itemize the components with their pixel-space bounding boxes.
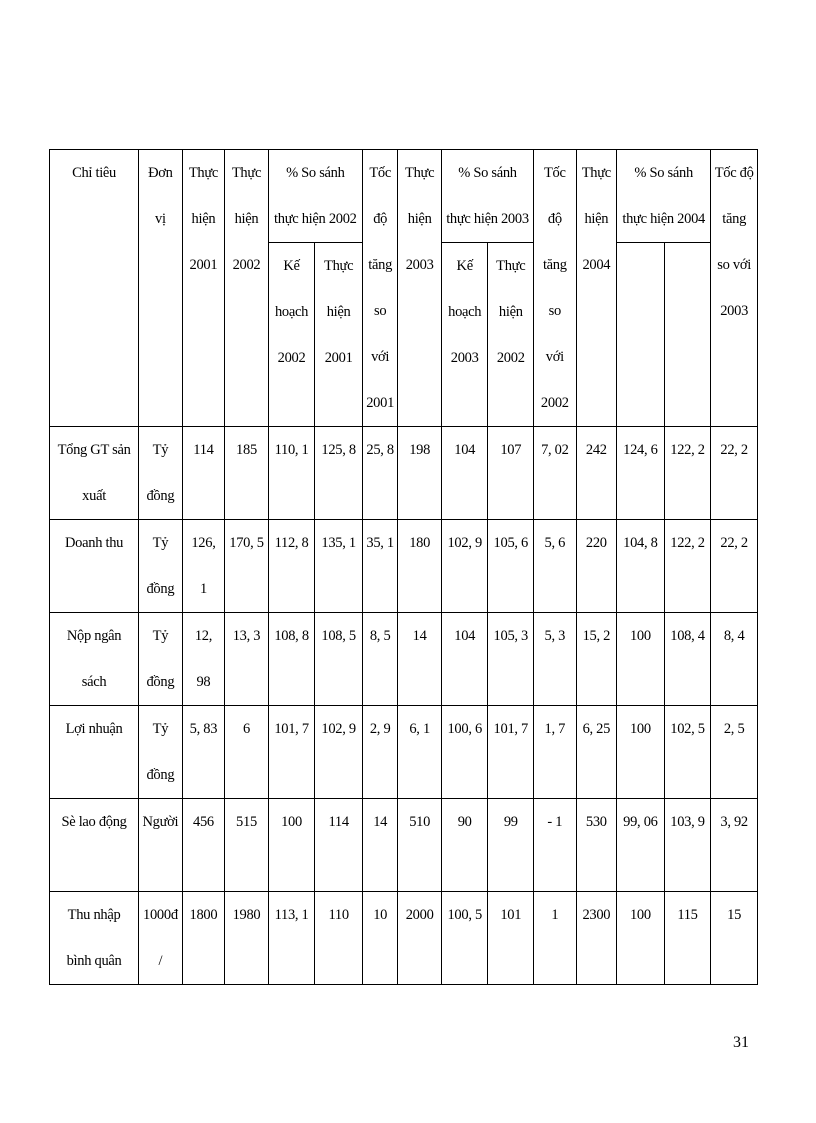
value-cell — [315, 892, 363, 985]
value-cell — [534, 427, 577, 520]
table-row — [50, 706, 758, 799]
header-so-sanh-2004 — [617, 150, 711, 243]
value-cell — [534, 799, 577, 892]
value-cell — [576, 427, 617, 520]
value-cell — [225, 427, 269, 520]
value-cell — [268, 706, 315, 799]
value-cell — [398, 427, 442, 520]
value-cell — [576, 892, 617, 985]
value-cell — [398, 799, 442, 892]
header-text: thực hiện 2003 — [446, 211, 529, 227]
header-text: % So sánh — [286, 165, 345, 181]
header-text: tăng — [368, 257, 393, 273]
table-row — [50, 520, 758, 613]
cell-text: 102, 9 — [447, 535, 482, 551]
value-cell — [664, 427, 711, 520]
header-text: thực hiện 2004 — [622, 211, 705, 227]
cell-text: 5, 3 — [544, 628, 566, 644]
cell-text: 1 — [551, 907, 559, 923]
value-cell — [664, 613, 711, 706]
value-cell — [182, 892, 225, 985]
cell-text: 108, 8 — [274, 628, 309, 644]
value-cell — [664, 706, 711, 799]
row-label — [50, 706, 139, 799]
value-cell — [664, 892, 711, 985]
table-row — [50, 613, 758, 706]
cell-text: 100, 6 — [447, 721, 482, 737]
row-unit — [139, 427, 183, 520]
cell-text: đồng — [146, 488, 175, 504]
cell-text: Thu nhập — [67, 907, 121, 923]
value-cell — [488, 799, 534, 892]
header-text: Kế — [283, 258, 300, 274]
value-cell — [362, 892, 397, 985]
header-thuc-hien-2002-sub — [488, 243, 534, 427]
cell-text: 122, 2 — [670, 535, 705, 551]
cell-text: 14 — [412, 628, 427, 644]
header-text: 2002 — [496, 350, 525, 366]
cell-text: 15, 2 — [582, 628, 611, 644]
value-cell — [362, 427, 397, 520]
header-text: 2003 — [450, 350, 479, 366]
value-cell — [225, 520, 269, 613]
value-cell — [576, 520, 617, 613]
cell-text: 125, 8 — [321, 442, 356, 458]
header-thuc-hien-2002 — [225, 150, 269, 427]
header-text: Tốc độ — [714, 165, 754, 181]
header-toc-do-2001 — [362, 150, 397, 427]
cell-text: bình quân — [66, 953, 122, 969]
header-text: 2001 — [324, 350, 353, 366]
cell-text: 100 — [629, 721, 651, 737]
cell-text: 99 — [503, 814, 518, 830]
header-text: hiện — [407, 211, 432, 227]
cell-text: 122, 2 — [670, 442, 705, 458]
cell-text: 1980 — [232, 907, 261, 923]
cell-text: 100 — [629, 628, 651, 644]
cell-text: 105, 6 — [493, 535, 528, 551]
header-text: hiện — [326, 304, 351, 320]
header-text: hiện — [584, 211, 609, 227]
cell-text: 35, 1 — [366, 535, 394, 551]
cell-text: 114 — [193, 442, 214, 458]
value-cell — [362, 799, 397, 892]
cell-text: 2, 9 — [369, 721, 391, 737]
header-thuc-hien-2001 — [182, 150, 225, 427]
value-cell — [315, 613, 363, 706]
cell-text: 102, 5 — [670, 721, 705, 737]
value-cell — [576, 613, 617, 706]
header-so-sanh-2002 — [268, 150, 362, 243]
header-text: Tốc — [544, 165, 566, 181]
cell-text: 15 — [727, 907, 742, 923]
value-cell — [398, 520, 442, 613]
row-label — [50, 520, 139, 613]
cell-text: Nộp ngân — [66, 628, 122, 644]
row-label — [50, 892, 139, 985]
value-cell — [268, 892, 315, 985]
header-thuc-hien-2004 — [576, 150, 617, 427]
cell-text: 185 — [236, 442, 257, 458]
cell-text: 101, 7 — [274, 721, 309, 737]
value-cell — [315, 520, 363, 613]
value-cell — [617, 520, 665, 613]
cell-text: 2000 — [405, 907, 434, 923]
value-cell — [398, 706, 442, 799]
cell-text: 10 — [373, 907, 388, 923]
header-text: Chỉ tiêu — [72, 165, 117, 181]
cell-text: 103, 9 — [670, 814, 705, 830]
cell-text: 90 — [457, 814, 472, 830]
header-ke-hoach-2003 — [441, 243, 488, 427]
cell-text: đồng — [146, 767, 175, 783]
cell-text: 104, 8 — [623, 535, 658, 551]
cell-text: 7, 02 — [541, 442, 569, 458]
cell-text: 110, 1 — [274, 442, 309, 458]
cell-text: 98 — [196, 674, 211, 690]
cell-text: 3, 92 — [720, 814, 748, 830]
row-unit — [139, 706, 183, 799]
value-cell — [664, 520, 711, 613]
value-cell — [398, 613, 442, 706]
header-text: hoạch — [274, 304, 309, 320]
header-text: 2003 — [405, 257, 434, 273]
value-cell — [225, 706, 269, 799]
value-cell — [315, 799, 363, 892]
table-row — [50, 892, 758, 985]
header-text: độ — [373, 211, 388, 227]
cell-text: Tỷ — [152, 442, 169, 458]
cell-text: 8, 5 — [369, 628, 391, 644]
cell-text: 113, 1 — [274, 907, 309, 923]
value-cell — [488, 520, 534, 613]
value-cell — [711, 706, 758, 799]
row-unit — [139, 892, 183, 985]
row-unit — [139, 613, 183, 706]
value-cell — [225, 799, 269, 892]
value-cell — [398, 892, 442, 985]
cell-text: / — [158, 953, 163, 969]
header-text: hiện — [234, 211, 259, 227]
cell-text: - 1 — [547, 814, 563, 830]
cell-text: 108, 5 — [321, 628, 356, 644]
header-don-vi — [139, 150, 183, 427]
value-cell — [711, 427, 758, 520]
cell-text: 6, 1 — [409, 721, 430, 737]
cell-text: 1, 7 — [544, 721, 566, 737]
value-cell — [441, 427, 488, 520]
value-cell — [182, 520, 225, 613]
value-cell — [488, 892, 534, 985]
header-text: 2001 — [189, 257, 218, 273]
value-cell — [488, 613, 534, 706]
value-cell — [711, 799, 758, 892]
cell-text: 242 — [585, 442, 607, 458]
header-thuc-hien-2003 — [398, 150, 442, 427]
value-cell — [488, 427, 534, 520]
cell-text: 100 — [629, 907, 651, 923]
cell-text: 8, 4 — [723, 628, 745, 644]
header-text: 2002 — [232, 257, 261, 273]
table-body — [50, 427, 758, 985]
cell-text: 107 — [500, 442, 522, 458]
header-text: với — [545, 349, 564, 365]
cell-text: 1800 — [189, 907, 218, 923]
cell-text: 515 — [236, 814, 257, 830]
cell-text: Tổng GT sản — [57, 442, 131, 458]
cell-text: 456 — [193, 814, 214, 830]
header-text: tăng — [722, 211, 747, 227]
table-row — [50, 799, 758, 892]
cell-text: 180 — [409, 535, 431, 551]
header-text: độ — [547, 211, 562, 227]
cell-text: 5, 6 — [544, 535, 566, 551]
cell-text: 104 — [454, 628, 476, 644]
cell-text: 13, 3 — [232, 628, 261, 644]
value-cell — [534, 892, 577, 985]
value-cell — [268, 613, 315, 706]
header-text: với — [371, 349, 390, 365]
cell-text: đồng — [146, 581, 175, 597]
cell-text: Doanh thu — [65, 535, 124, 551]
header-text: 2003 — [720, 303, 749, 319]
cell-text: đồng — [146, 674, 175, 690]
value-cell — [362, 706, 397, 799]
cell-text: 101 — [500, 907, 522, 923]
value-cell — [441, 706, 488, 799]
value-cell — [576, 706, 617, 799]
value-cell — [617, 799, 665, 892]
cell-text: 115 — [677, 907, 698, 923]
cell-text: 112, 8 — [274, 535, 309, 551]
header-text: vị — [155, 211, 166, 227]
cell-text: 100, 5 — [447, 907, 482, 923]
cell-text: 220 — [585, 535, 607, 551]
header-text: Thực — [496, 258, 526, 274]
row-label — [50, 427, 139, 520]
header-text: thực hiện 2002 — [274, 211, 357, 227]
header-text: hiện — [498, 304, 523, 320]
cell-text: xuất — [82, 488, 106, 504]
header-text: hoạch — [448, 304, 482, 320]
row-label — [50, 799, 139, 892]
value-cell — [534, 520, 577, 613]
cell-text: 114 — [328, 814, 349, 830]
header-2004-sub-a — [617, 243, 665, 427]
value-cell — [617, 892, 665, 985]
cell-text: 5, 83 — [189, 721, 218, 737]
cell-text: 530 — [585, 814, 607, 830]
header-text: Tốc — [369, 165, 391, 181]
header-text: so với — [717, 257, 751, 273]
header-text: tăng — [542, 257, 567, 273]
cell-text: 22, 2 — [720, 535, 748, 551]
cell-text: 105, 3 — [493, 628, 528, 644]
report-table — [49, 149, 758, 985]
header-2004-sub-b — [664, 243, 711, 427]
header-chi-tieu — [50, 150, 139, 427]
cell-text: 1 — [199, 581, 207, 597]
value-cell — [268, 520, 315, 613]
header-text: hiện — [191, 211, 216, 227]
value-cell — [441, 613, 488, 706]
value-cell — [441, 799, 488, 892]
header-toc-do-2003 — [711, 150, 758, 427]
value-cell — [315, 427, 363, 520]
value-cell — [315, 706, 363, 799]
header-text: % So sánh — [458, 165, 517, 181]
cell-text: 108, 4 — [670, 628, 705, 644]
cell-text: 198 — [409, 442, 431, 458]
row-label — [50, 613, 139, 706]
header-ke-hoach-2002 — [268, 243, 315, 427]
header-text: Thực — [324, 258, 354, 274]
header-text: 2004 — [582, 257, 611, 273]
cell-text: 104 — [454, 442, 476, 458]
cell-text: 170, 5 — [229, 535, 264, 551]
cell-text: 22, 2 — [720, 442, 748, 458]
header-thuc-hien-2001-sub — [315, 243, 363, 427]
value-cell — [617, 613, 665, 706]
value-cell — [441, 520, 488, 613]
cell-text: 12, — [194, 628, 213, 644]
header-text: Thực — [231, 165, 262, 181]
value-cell — [488, 706, 534, 799]
row-unit — [139, 799, 183, 892]
value-cell — [534, 613, 577, 706]
value-cell — [182, 613, 225, 706]
cell-text: Người — [142, 814, 179, 830]
value-cell — [576, 799, 617, 892]
cell-text: sách — [81, 674, 107, 690]
header-text: Thực — [188, 165, 219, 181]
cell-text: Lợi nhuận — [65, 721, 123, 737]
cell-text: Tỷ — [152, 628, 169, 644]
value-cell — [225, 892, 269, 985]
value-cell — [268, 799, 315, 892]
value-cell — [711, 892, 758, 985]
header-toc-do-2002 — [534, 150, 577, 427]
value-cell — [441, 892, 488, 985]
value-cell — [664, 799, 711, 892]
value-cell — [711, 613, 758, 706]
header-so-sanh-2003 — [441, 150, 533, 243]
header-text: so — [548, 303, 561, 319]
header-text: 2001 — [366, 395, 395, 411]
header-text: Thực — [405, 165, 435, 181]
cell-text: 6 — [243, 721, 250, 737]
value-cell — [617, 706, 665, 799]
value-cell — [534, 706, 577, 799]
value-cell — [362, 520, 397, 613]
table-row — [50, 427, 758, 520]
cell-text: 135, 1 — [321, 535, 356, 551]
page-number: 31 — [733, 1034, 749, 1051]
header-text: 2002 — [277, 350, 306, 366]
cell-text: 510 — [409, 814, 431, 830]
header-text: 2002 — [540, 395, 569, 411]
cell-text: 101, 7 — [493, 721, 528, 737]
cell-text: 102, 9 — [321, 721, 356, 737]
cell-text: 25, 8 — [366, 442, 394, 458]
value-cell — [362, 613, 397, 706]
cell-text: 126, — [191, 535, 216, 551]
cell-text: 124, 6 — [623, 442, 658, 458]
value-cell — [711, 520, 758, 613]
cell-text: 2, 5 — [723, 721, 745, 737]
cell-text: 6, 25 — [582, 721, 611, 737]
cell-text: Tỷ — [152, 535, 169, 551]
cell-text: 14 — [373, 814, 388, 830]
cell-text: 110 — [328, 907, 349, 923]
header-text: % So sánh — [634, 165, 693, 181]
row-unit — [139, 520, 183, 613]
header-text: Đơn — [148, 165, 173, 181]
header-text: so — [373, 303, 387, 319]
value-cell — [182, 706, 225, 799]
cell-text: Sè lao động — [61, 814, 127, 830]
value-cell — [268, 427, 315, 520]
value-cell — [617, 427, 665, 520]
cell-text: 2300 — [582, 907, 611, 923]
header-text: Thực — [581, 165, 611, 181]
header-text: Kế — [456, 258, 473, 274]
cell-text: 1000đ — [143, 907, 178, 923]
value-cell — [182, 427, 225, 520]
value-cell — [182, 799, 225, 892]
cell-text: Tỷ — [152, 721, 169, 737]
value-cell — [225, 613, 269, 706]
cell-text: 100 — [281, 814, 302, 830]
cell-text: 99, 06 — [623, 814, 658, 830]
